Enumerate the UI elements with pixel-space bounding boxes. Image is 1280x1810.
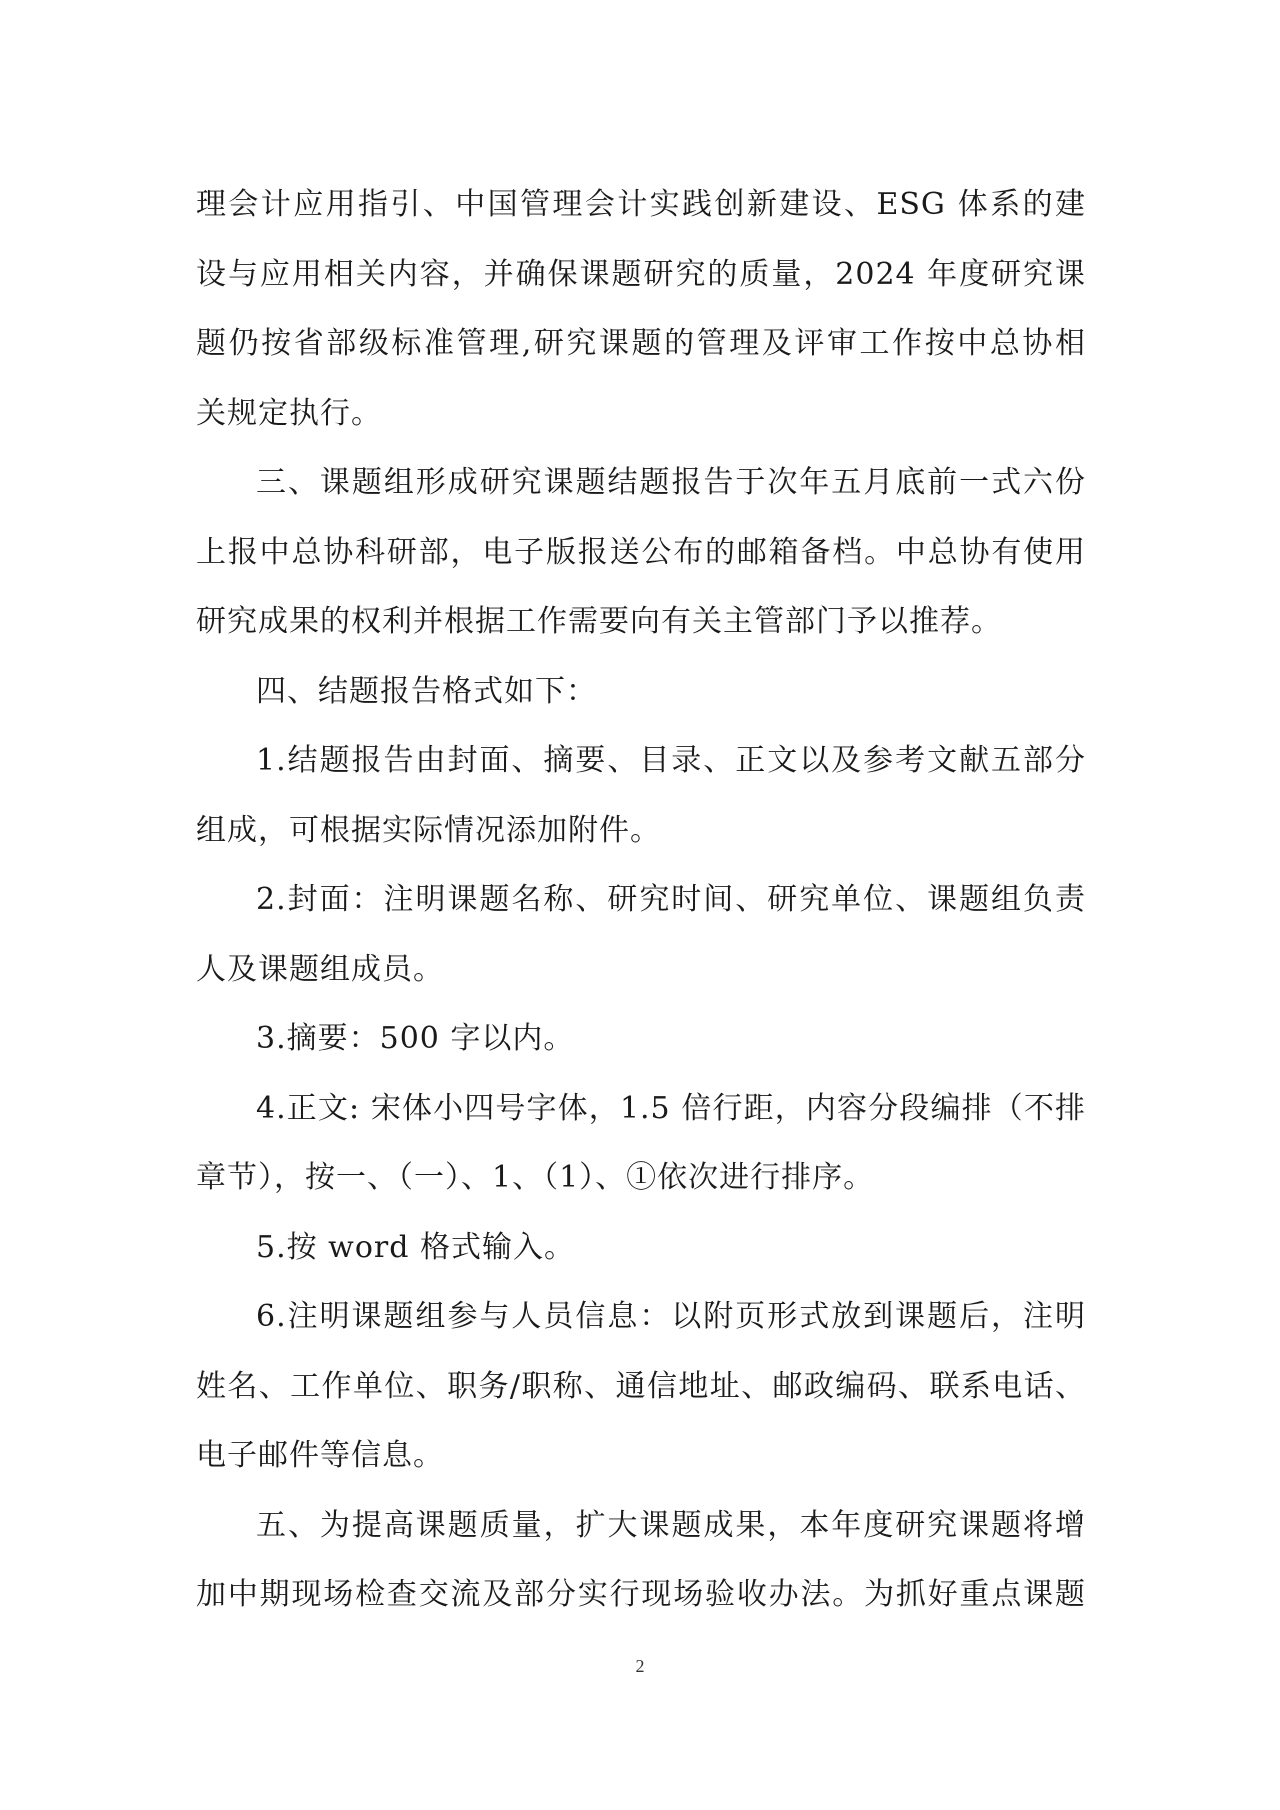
paragraph-line: 章节），按一、（一）、1、（1）、①依次进行排序。 bbox=[196, 1160, 875, 1195]
paragraph-line: 研究成果的权利并根据工作需要向有关主管部门予以推荐。 bbox=[196, 604, 1002, 639]
paragraph-line: 理会计应用指引、中国管理会计实践创新建设、ESG 体系的建 bbox=[196, 187, 1086, 222]
paragraph-line: 三、课题组形成研究课题结题报告于次年五月底前一式六份 bbox=[256, 465, 1086, 500]
paragraph-line: 5.按 word 格式输入。 bbox=[256, 1229, 575, 1265]
paragraph-line: 6.注明课题组参与人员信息：以附页形式放到课题后，注明 bbox=[256, 1299, 1086, 1334]
paragraph-line: 电子邮件等信息。 bbox=[196, 1438, 444, 1473]
section-heading: 四、结题报告格式如下： bbox=[256, 673, 597, 709]
paragraph-line: 上报中总协科研部，电子版报送公布的邮箱备档。中总协有使用 bbox=[196, 534, 1086, 570]
paragraph-line: 1.结题报告由封面、摘要、目录、正文以及参考文献五部分 bbox=[256, 743, 1086, 778]
document-body bbox=[196, 170, 1086, 1630]
paragraph-line: 4.正文: 宋体小四号字体，1.5 倍行距，内容分段编排（不排 bbox=[256, 1090, 1086, 1126]
paragraph-line: 人及课题组成员。 bbox=[196, 951, 444, 987]
paragraph-line: 姓名、工作单位、职务/职称、通信地址、邮政编码、联系电话、 bbox=[196, 1368, 1086, 1404]
paragraph-line: 3.摘要：500 字以内。 bbox=[256, 1021, 575, 1056]
paragraph-line: 组成，可根据实际情况添加附件。 bbox=[196, 812, 661, 848]
paragraph-line: 题仍按省部级标准管理,研究课题的管理及评审工作按中总协相 bbox=[196, 326, 1086, 361]
paragraph-line: 2.封面：注明课题名称、研究时间、研究单位、课题组负责 bbox=[256, 882, 1086, 917]
paragraph-line: 加中期现场检查交流及部分实行现场验收办法。为抓好重点课题 bbox=[196, 1577, 1086, 1612]
paragraph-line: 关规定执行。 bbox=[196, 395, 382, 431]
page-number: 2 bbox=[635, 1656, 645, 1676]
paragraph-line: 设与应用相关内容，并确保课题研究的质量，2024 年度研究课 bbox=[196, 256, 1086, 292]
paragraph-line: 五、为提高课题质量，扩大课题成果，本年度研究课题将增 bbox=[256, 1507, 1086, 1543]
